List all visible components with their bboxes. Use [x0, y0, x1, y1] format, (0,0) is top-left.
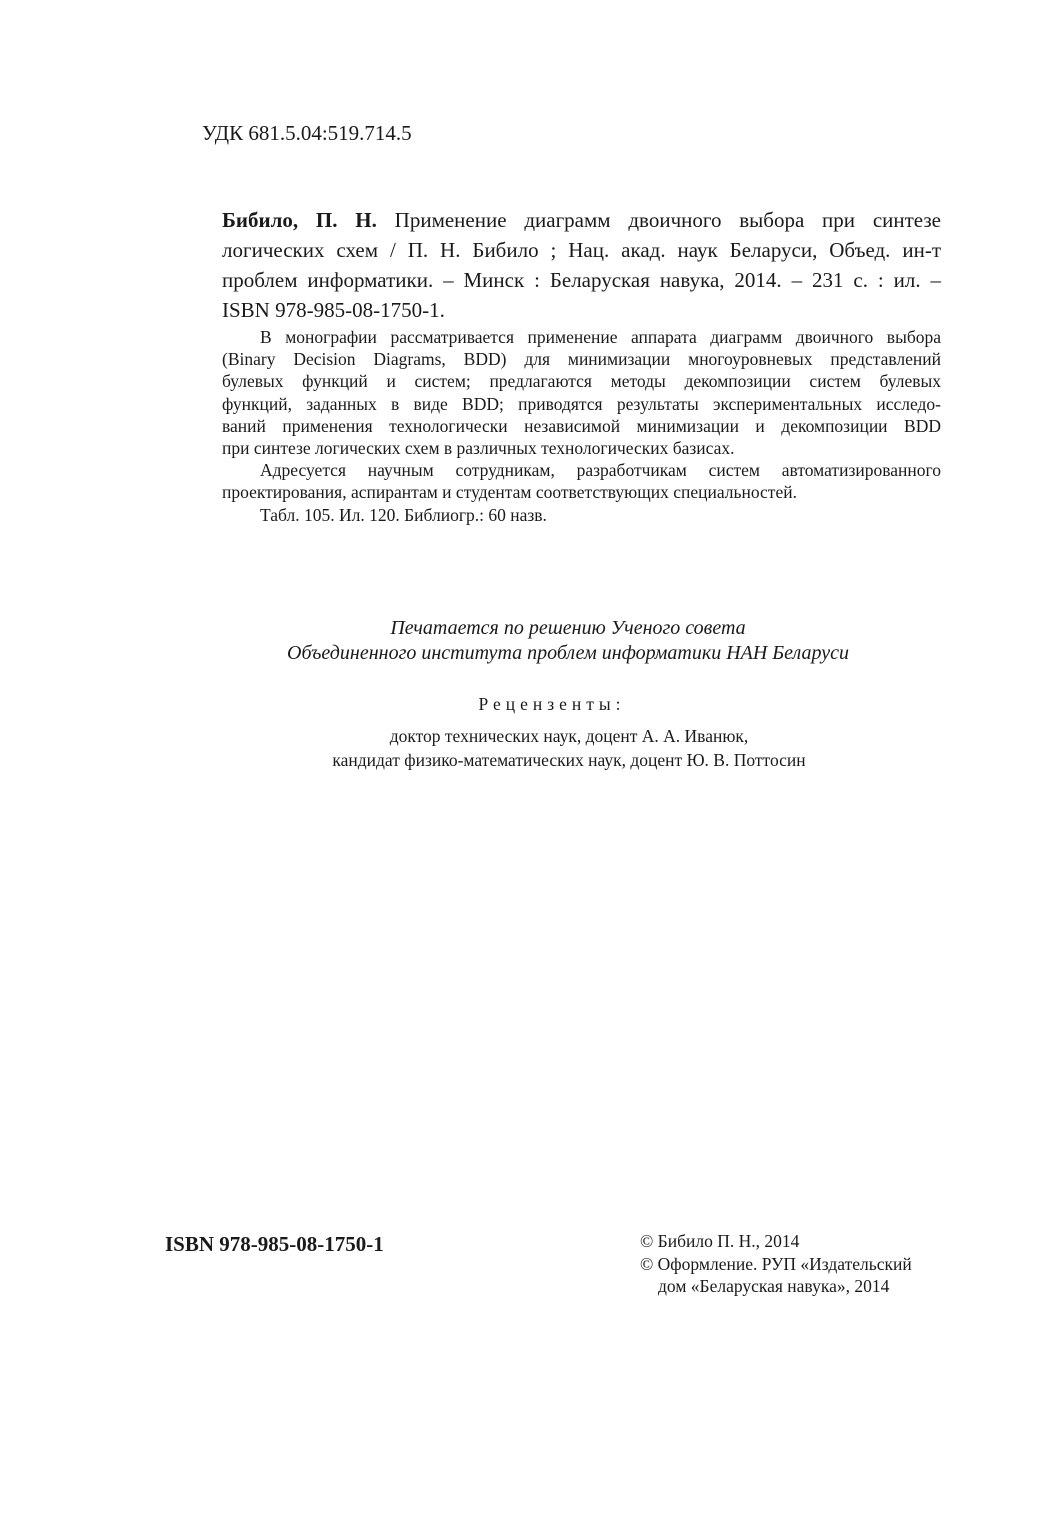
approval-note [0, 616, 1058, 666]
abstract-line: булевых функций и систем; предлагаются методы декомпозиции систем булевых [222, 371, 941, 392]
abstract-line: при синтезе логических схем в различных технологических базисах. [222, 438, 735, 459]
copyright-design: © Оформление. РУП «Издательский [640, 1253, 912, 1274]
bib-line-1 [222, 205, 941, 235]
reviewer-1: доктор технических наук, доцент А. А. Иванюк, [389, 726, 749, 746]
abstract-line: (Binary Decision Diagrams, BDD) для минимизации многоуровневых представлений [222, 349, 941, 370]
bib-line-4: ISBN 978-985-08-1750-1. [222, 298, 445, 322]
reviewers-heading: Рецензенты: [478, 694, 626, 714]
bib-title: Применение диаграмм двоичного выбора при синтезе [376, 208, 941, 232]
reviewer-2: кандидат физико-математических наук, доцент Ю. В. Поттосин [332, 750, 806, 770]
approval-line-2: Объединенного института проблем информатики НАН Беларуси [287, 642, 849, 664]
bib-line-3: проблем информатики. – Минск : Беларуская навука, 2014. – 231 с. : ил. – [222, 268, 941, 292]
approval-line-1: Печатается по решению Ученого совета [390, 617, 746, 639]
abstract-line: В монографии рассматривается применение аппарата диаграмм двоичного выбора [260, 327, 941, 347]
copyright-block [640, 1230, 912, 1298]
bib-line-2: логических схем / П. Н. Бибило ; Нац. акад. наук Беларуси, Объед. ин-т [222, 238, 941, 262]
abstract-line: Табл. 105. Ил. 120. Библиогр.: 60 назв. [260, 504, 547, 525]
abstract-line: Адресуется научным сотрудникам, разработчикам систем автоматизированного [260, 460, 941, 481]
copyright-publisher: дом «Беларуская навука», 2014 [658, 1276, 890, 1296]
bibliographic-record [222, 205, 941, 325]
abstract-line: ваний применения технологически независимой минимизации и декомпозиции BDD [222, 415, 941, 436]
abstract [222, 326, 941, 526]
copyright-author: © Бибило П. Н., 2014 [640, 1231, 800, 1251]
abstract-line: функций, заданных в виде BDD; приводятся результаты экспериментальных исследо- [222, 393, 941, 414]
reviewers-list [0, 724, 1058, 772]
isbn: ISBN 978-985-08-1750-1 [165, 1232, 384, 1256]
udk-code: УДК 681.5.04:519.714.5 [202, 121, 412, 145]
bib-author: Бибило, П. Н. [222, 208, 377, 232]
abstract-line: проектирования, аспирантам и студентам соответствующих специальностей. [222, 482, 797, 503]
